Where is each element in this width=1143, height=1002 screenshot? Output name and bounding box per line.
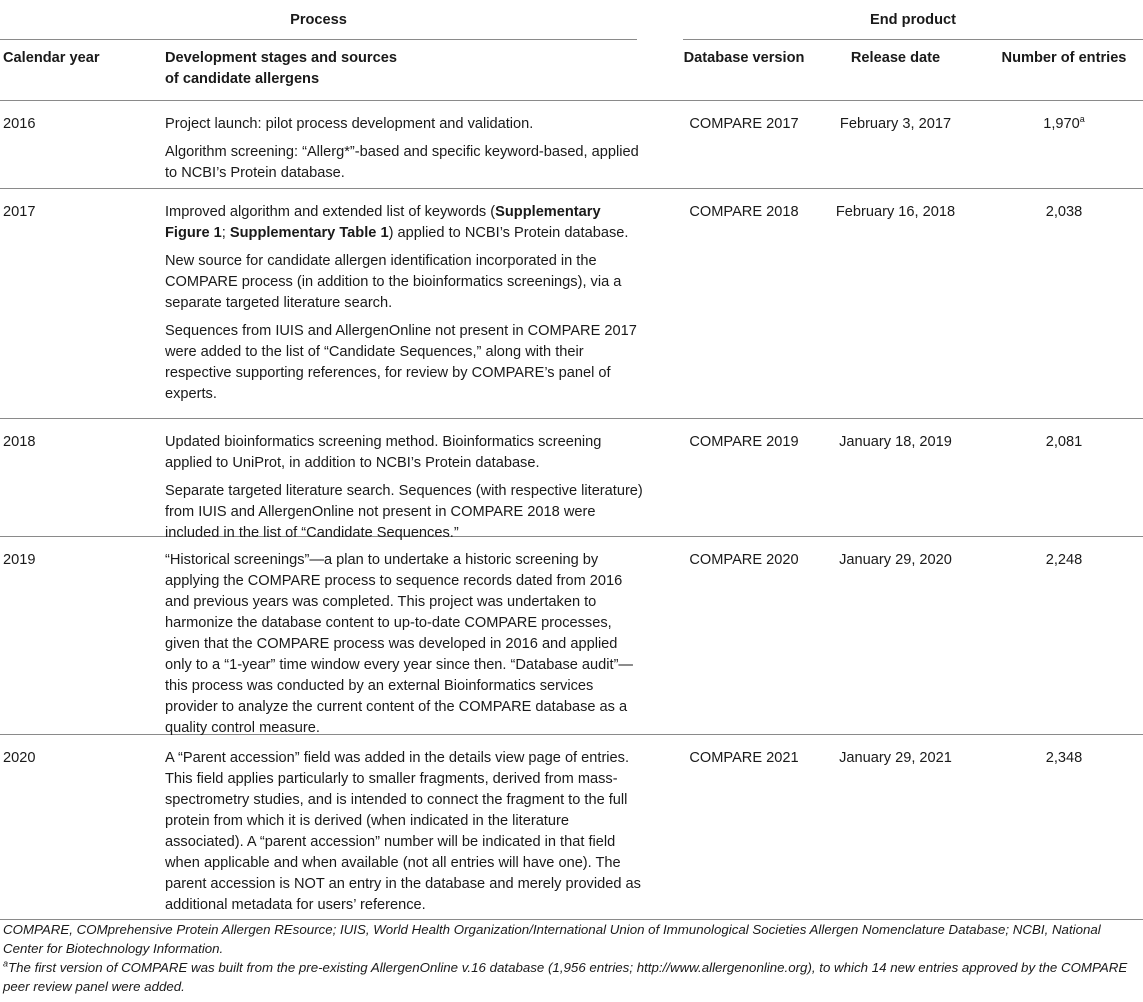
row-stages: [165, 202, 645, 412]
row-entries: 2,348: [1045, 750, 1083, 766]
text-run: ;: [221, 225, 230, 241]
text-run: ) applied to NCBI’s Protein database.: [388, 225, 629, 241]
row-version: COMPARE 2020: [689, 552, 799, 568]
stage-paragraph: Separate targeted literature search. Sequences (with respective literature) from IUIS and AllergenOnline not present in COMPARE 2018 were included in the list of “Candidate Sequences.”: [165, 483, 643, 541]
header-number-of-entries: Number of entries: [1001, 50, 1127, 66]
row-year: 2020: [3, 750, 36, 766]
table-row: [0, 189, 1143, 419]
stage-paragraph: Sequences from IUIS and AllergenOnline not present in COMPARE 2017 were added to the list of “Candidate Sequences,” along with their respective supporting references, for review by COMPARE’s panel of experts.: [165, 323, 637, 402]
table-row: [0, 419, 1143, 541]
row-entries: 2,038: [1045, 204, 1083, 220]
table-row: [0, 735, 1143, 920]
header-database-version: Database version: [683, 50, 805, 66]
row-year: 2018: [3, 434, 36, 450]
row-release-date: January 18, 2019: [839, 434, 952, 450]
row-stages: [165, 432, 645, 551]
table-footnotes: [3, 920, 1141, 996]
group-header-row: [0, 0, 1143, 40]
footnote-marker: a: [1079, 114, 1085, 125]
header-calendar-year: Calendar year: [3, 50, 100, 66]
entries-value: 1,970: [1043, 116, 1080, 132]
stage-paragraph: “Historical screenings”—a plan to undertake a historic screening by applying the COMPARE process to sequence records dated from 2016 and previous years was completed. This project was undertaken to harmonize the database content to up-to-date COMPARE processes, given that the COMPARE process was developed in 2016 and applied only to a “1-year” time window every year since then. “Database audit”—this process was conducted by an external Bioinformatics services provider to analyze the current content of the COMPARE database as a quality control measure.: [165, 552, 634, 736]
abbreviations-note: COMPARE, COMprehensive Protein Allergen REsource; IUIS, World Health Organization/International Union of Immunological Societies Allergen Nomenclature Database; NCBI, National Center for Biotechnology Information.: [3, 922, 1101, 956]
footnote-a-text: The first version of COMPARE was built from the pre-existing AllergenOnline v.16 database (1,956 entries; http://www.allergenonline.org), to which 14 new entries approved by the COMPARE peer review panel were added.: [3, 960, 1128, 994]
row-release-date: January 29, 2020: [839, 552, 952, 568]
row-version: COMPARE 2019: [689, 434, 799, 450]
row-release-date: January 29, 2021: [839, 750, 952, 766]
stage-paragraph: A “Parent accession” field was added in the details view page of entries. This field applies particularly to smaller fragments, derived from mass-spectrometry studies, and is intended to connect the fragment to the full protein from which it is derived (when indicated in the literature associated). A “parent accession” number will be indicated in that field when applicable and when available (not all entries will have one). The parent accession is NOT an entry in the database and merely provided as additional metadata for users’ reference.: [165, 750, 641, 913]
row-version: COMPARE 2017: [689, 116, 799, 132]
row-entries: 2,081: [1045, 434, 1083, 450]
row-release-date: February 16, 2018: [835, 204, 956, 220]
footnote-a-marker: a: [3, 958, 9, 969]
row-stages: [165, 550, 645, 746]
stage-paragraph: [165, 202, 645, 244]
text-run: Improved algorithm and extended list of keywords (: [165, 204, 496, 220]
row-year: 2017: [3, 204, 36, 220]
row-stages: [165, 114, 645, 191]
row-stages: [165, 748, 645, 923]
stage-paragraph: Project launch: pilot process development and validation.: [165, 116, 534, 132]
row-version: COMPARE 2021: [689, 750, 799, 766]
row-entries: 2,248: [1045, 552, 1083, 568]
row-year: 2019: [3, 552, 36, 568]
column-header-row: [0, 40, 1143, 101]
stage-paragraph: Algorithm screening: “Allerg*”-based and specific keyword-based, applied to NCBI’s Protein database.: [165, 144, 639, 181]
stage-paragraph: Updated bioinformatics screening method. Bioinformatics screening applied to UniProt, in addition to NCBI’s Protein database.: [165, 434, 602, 471]
process-group-header: Process: [290, 12, 347, 28]
end-product-group-header: End product: [870, 12, 956, 28]
header-release-date: Release date: [850, 50, 941, 66]
supplementary-table-ref: Supplementary Table 1: [229, 225, 389, 241]
table-row: [0, 537, 1143, 735]
row-release-date: February 3, 2017: [839, 116, 952, 132]
supplementary-figure-ref: Supplementary Figure 1: [165, 204, 601, 241]
stage-paragraph: New source for candidate allergen identification incorporated in the COMPARE process (in addition to the bioinformatics screenings), via a separate targeted literature search.: [165, 253, 622, 311]
header-development-stages: Development stages and sources of candidate allergens: [165, 50, 397, 87]
row-year: 2016: [3, 116, 36, 132]
row-version: COMPARE 2018: [689, 204, 799, 220]
table-row: [0, 101, 1143, 189]
row-entries: [985, 114, 1143, 135]
footnote-a: [3, 958, 1141, 996]
